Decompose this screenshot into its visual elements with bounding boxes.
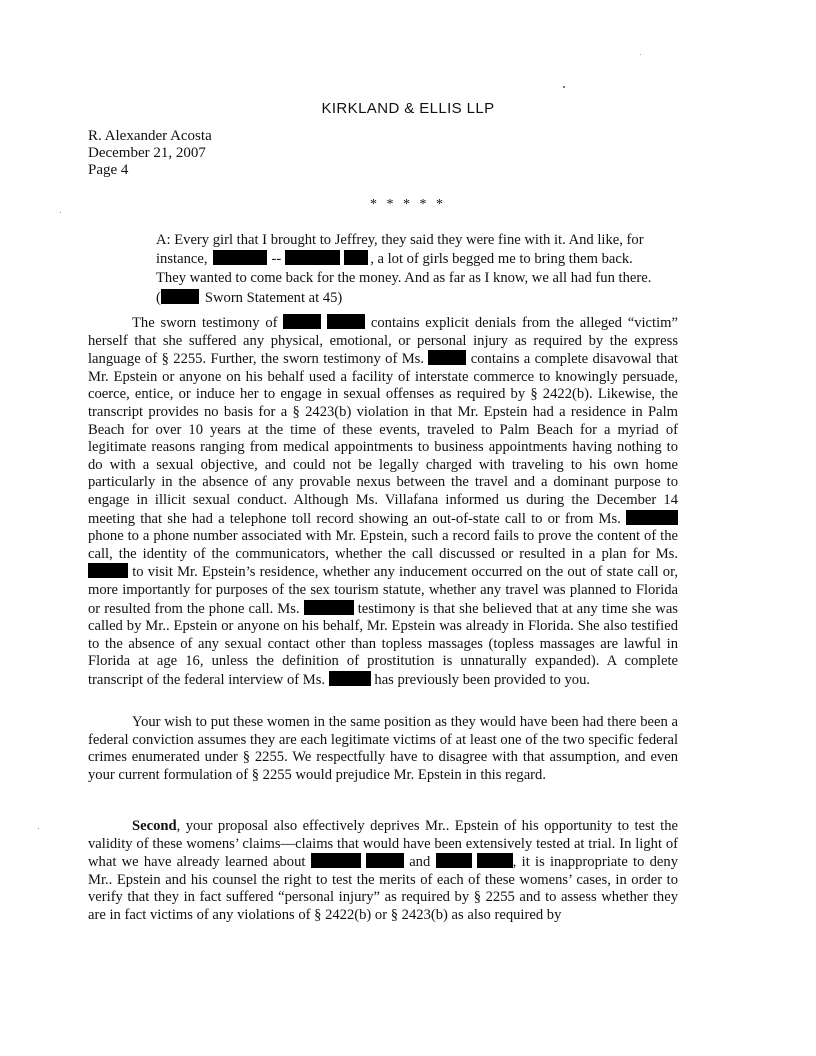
paragraph: Second, your proposal also effectively deprives Mr.. Epstein of his opportunity to test the validity of these womens’ claims—claims that would have been extensively tested at trial. In light of what we have already learned about and , it is inappropriate to deny Mr.. Epstein and his counsel the right to test the merits of each of these womens’ cases, in order to verify that they in fact suffered “personal injury” as required by § 2255 and to assess whether they are in fact victims of any violations of § 2422(b) or § 2423(b) as also required by (88, 818, 678, 923)
letter-header (88, 128, 212, 179)
quote-line: They wanted to come back for the money. And as far as I know, we all had fun there. (156, 270, 652, 287)
paragraph: The sworn testimony of contains explicit denials from the alleged “victim” herself that she suffered any physical, emotional, or personal injury as required by the express language of § 2255. Further, the sworn testimony of Ms. contains a complete disavowal that Mr. Epstein or anyone on his behalf used a facility of interstate commerce to knowingly persuade, coerce, entice, or induce her to engage in sexual offenses as required by § 2422(b). Likewise, the transcript provides no basis for a § 2423(b) violation in that Mr. Epstein had a residence in Palm Beach for over 10 years at the time of these events, traveled to Palm Beach for a myriad of legitimate reasons ranging from medical appointments to business appointments having nothing to do with a sexual objective, and could not be legally charged with traveling to his own home particularly in the absence of any provable nexus between the travel and a dominant purpose to engage in illicit sexual conduct. Although Ms. Villafana informed us during the December 14 meeting that she had a telephone toll record showing an out-of-state call to or from Ms. phone to a phone number associated with Mr. Epstein, such a record fails to prove the content of the call, the identity of the communicators, whether the call discussed or resulted in a plan for Ms. to visit Mr. Epstein’s residence, whether any inducement occurred on the out of state call or, more importantly for purposes of the sex tourism statute, whether any travel was planned to Florida or resulted from the phone call. Ms. testimony is that she believed that at any time she was called by Mr.. Epstein or anyone on his behalf, Mr. Epstein was already in Florida. She also testified to the absence of any sexual contact other than topless massages (topless massages are lawful in Florida at age 16, unless the definition of prostitution is unnaturally expanded). A complete transcript of the federal interview of Ms. has previously been provided to you. (88, 315, 678, 688)
redaction-block (428, 350, 466, 365)
scan-speck (38, 828, 39, 829)
quote-line: A: Every girl that I brought to Jeffrey, they said they were fine with it. And like, for (156, 232, 644, 248)
redaction-block (311, 853, 361, 868)
quote-line: ( Sworn Statement at 45) (156, 289, 343, 306)
redaction-block (327, 314, 365, 329)
page-number: Page 4 (88, 162, 129, 178)
redaction-block (329, 671, 371, 686)
redaction-block (477, 853, 513, 868)
letterhead: KIRKLAND & ELLIS LLP (321, 100, 495, 117)
redaction-block (285, 250, 340, 265)
section-separator: * * * * * (370, 197, 446, 212)
redaction-block (88, 563, 128, 578)
redaction-block (283, 314, 321, 329)
redaction-block (213, 250, 267, 265)
redaction-block (304, 600, 354, 615)
quoted-testimony (156, 231, 686, 308)
scan-speck (563, 86, 565, 88)
quote-line: instance, -- , a lot of girls begged me to bring them back. (156, 251, 633, 268)
redaction-block (344, 250, 368, 265)
paragraph-lead: Second (132, 818, 177, 834)
scan-speck (640, 54, 641, 55)
redaction-block (161, 289, 199, 304)
paragraph: Your wish to put these women in the same position as they would have been had there been a federal conviction assumes they are each legitimate victims of at least one of the two specific federal crimes enumerated under § 2255. We respectfully have to disagree with that assumption, and even your current formulation of § 2255 would prejudice Mr. Epstein in this regard. (88, 714, 678, 783)
redaction-block (436, 853, 472, 868)
recipient-name: R. Alexander Acosta (88, 128, 212, 144)
redaction-block (626, 510, 678, 525)
letter-date: December 21, 2007 (88, 145, 206, 161)
redaction-block (366, 853, 404, 868)
